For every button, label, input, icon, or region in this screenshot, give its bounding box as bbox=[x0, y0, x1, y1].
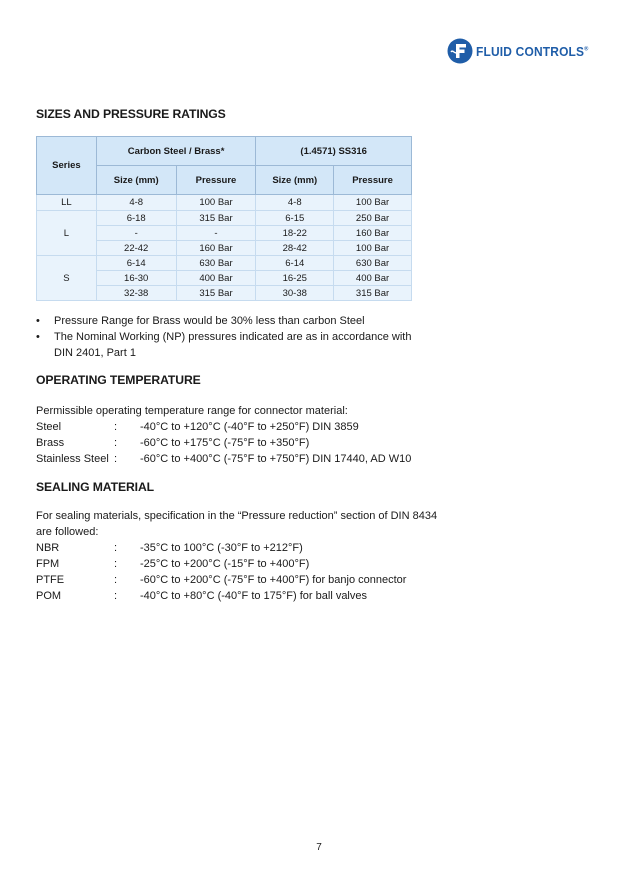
material-value: -60°C to +400°C (-75°F to +750°F) DIN 17440, AD W10 bbox=[140, 453, 412, 465]
table-cell: 100 Bar bbox=[176, 195, 256, 211]
note-text: Pressure Range for Brass would be 30% less than carbon Steel bbox=[54, 315, 365, 327]
table-subheader-size: Size (mm) bbox=[96, 166, 176, 195]
table-cell: 6-14 bbox=[256, 256, 334, 271]
table-cell: 400 Bar bbox=[334, 271, 412, 286]
list-item bbox=[36, 419, 411, 435]
temperature-intro: Permissible operating temperature range for connector material: bbox=[36, 405, 348, 417]
list-item bbox=[36, 451, 411, 467]
table-cell: 32-38 bbox=[96, 286, 176, 301]
pressure-rating-table bbox=[36, 136, 412, 301]
table-cell: 400 Bar bbox=[176, 271, 256, 286]
table-row bbox=[37, 211, 412, 226]
material-value: -40°C to +80°C (-40°F to 175°F) for ball valves bbox=[140, 590, 367, 602]
temperature-list bbox=[36, 419, 411, 467]
list-item bbox=[36, 588, 406, 604]
separator: : bbox=[114, 542, 118, 554]
section-heading-temperature: OPERATING TEMPERATURE bbox=[36, 373, 201, 387]
bullet-icon: • bbox=[36, 315, 40, 327]
material-label: PTFE bbox=[36, 574, 65, 586]
table-cell: - bbox=[176, 226, 256, 241]
brand-logo bbox=[447, 38, 598, 64]
table-cell: 16-30 bbox=[96, 271, 176, 286]
list-item bbox=[36, 540, 406, 556]
material-label: NBR bbox=[36, 542, 60, 554]
table-header-ss316: (1.4571) SS316 bbox=[256, 137, 412, 166]
table-cell: 630 Bar bbox=[334, 256, 412, 271]
table-subheader-pressure: Pressure bbox=[176, 166, 256, 195]
list-item bbox=[36, 435, 411, 451]
brand-name: FLUID CONTROLS® bbox=[475, 43, 589, 59]
table-cell: 6-15 bbox=[256, 211, 334, 226]
list-item bbox=[36, 556, 406, 572]
material-label: Stainless Steel bbox=[36, 453, 109, 465]
series-cell: S bbox=[37, 256, 97, 301]
table-cell: 160 Bar bbox=[334, 226, 412, 241]
section-heading-sizes: SIZES AND PRESSURE RATINGS bbox=[36, 107, 226, 121]
material-value: -60°C to +175°C (-75°F to +350°F) bbox=[140, 437, 310, 449]
material-label: FPM bbox=[36, 558, 60, 570]
table-cell: 250 Bar bbox=[334, 211, 412, 226]
table-header-carbon-steel-brass: Carbon Steel / Brass* bbox=[96, 137, 256, 166]
table-row bbox=[37, 256, 412, 271]
table-subheader-size: Size (mm) bbox=[256, 166, 334, 195]
separator: : bbox=[114, 421, 118, 433]
material-label: Brass bbox=[36, 437, 65, 449]
material-value: -35°C to 100°C (-30°F to +212°F) bbox=[140, 542, 303, 554]
table-cell: 160 Bar bbox=[176, 241, 256, 256]
table-cell: 100 Bar bbox=[334, 195, 412, 211]
table-cell: 315 Bar bbox=[334, 286, 412, 301]
separator: : bbox=[114, 574, 118, 586]
section-heading-sealing: SEALING MATERIAL bbox=[36, 480, 155, 494]
table-cell: 315 Bar bbox=[176, 286, 256, 301]
table-row bbox=[37, 195, 412, 211]
table-cell: 6-18 bbox=[96, 211, 176, 226]
series-cell: L bbox=[37, 211, 97, 256]
notes-list bbox=[36, 313, 414, 361]
material-label: Steel bbox=[36, 421, 62, 433]
list-item bbox=[36, 572, 406, 588]
separator: : bbox=[114, 437, 118, 449]
list-item bbox=[36, 329, 414, 361]
table-header-series: Series bbox=[37, 137, 97, 195]
table-cell: 315 Bar bbox=[176, 211, 256, 226]
material-value: -40°C to +120°C (-40°F to +250°F) DIN 3859 bbox=[140, 421, 359, 433]
table-cell: 16-25 bbox=[256, 271, 334, 286]
sealing-list bbox=[36, 540, 406, 604]
sealing-intro: For sealing materials, specification in the “Pressure reduction” section of DIN 8434 are followed: bbox=[36, 510, 438, 538]
table-cell: 18-22 bbox=[256, 226, 334, 241]
table-cell: 30-38 bbox=[256, 286, 334, 301]
page-number: 7 bbox=[316, 842, 322, 853]
table-cell: 4-8 bbox=[96, 195, 176, 211]
separator: : bbox=[114, 590, 118, 602]
table-cell: 28-42 bbox=[256, 241, 334, 256]
table-subheader-pressure: Pressure bbox=[334, 166, 412, 195]
separator: : bbox=[114, 558, 118, 570]
material-value: -60°C to +200°C (-75°F to +400°F) for banjo connector bbox=[140, 574, 407, 586]
table-cell: 6-14 bbox=[96, 256, 176, 271]
bullet-icon: • bbox=[36, 331, 40, 343]
list-item bbox=[36, 313, 414, 329]
note-text: The Nominal Working (NP) pressures indicated are as in accordance with DIN 2401, Part 1 bbox=[54, 331, 412, 359]
table-cell: 4-8 bbox=[256, 195, 334, 211]
material-value: -25°C to +200°C (-15°F to +400°F) bbox=[140, 558, 310, 570]
material-label: POM bbox=[36, 590, 62, 602]
table-cell: - bbox=[96, 226, 176, 241]
table-cell: 100 Bar bbox=[334, 241, 412, 256]
fluid-controls-logo-icon bbox=[447, 38, 473, 64]
separator: : bbox=[114, 453, 118, 465]
table-cell: 22-42 bbox=[96, 241, 176, 256]
table-cell: 630 Bar bbox=[176, 256, 256, 271]
series-cell: LL bbox=[37, 195, 97, 211]
